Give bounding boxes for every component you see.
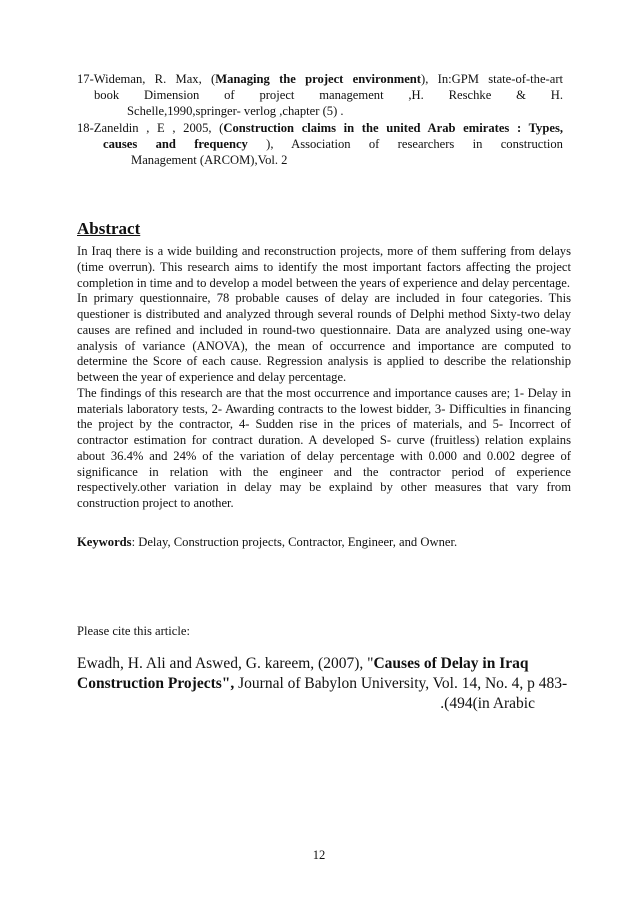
citation-title-1: Causes of Delay in Iraq	[373, 655, 529, 672]
citation	[77, 654, 569, 714]
reference-17-title: Managing the project environment	[215, 72, 421, 86]
abstract-paragraph-1: In Iraq there is a wide building and reconstruction projects, more of them suffering from delays (time overrun). This research aims to identify the most important factors affecting the project completion in time and to develop a model between the years of experience and delay percentage.	[77, 244, 571, 290]
reference-18-line-2: causes and frequency ), Association of researchers in construction	[103, 136, 563, 151]
citation-line-3: .(494(in Arabic	[440, 695, 535, 712]
keywords-text: : Delay, Construction projects, Contractor, Engineer, and Owner.	[131, 535, 458, 549]
reference-18-line-3: Management (ARCOM),Vol. 2	[131, 152, 288, 167]
abstract-paragraph-3: The findings of this research are that the most occurrence and importance causes are; 1- Delay in materials laboratory tests, 2- Awarding contracts to the lowest bidder, 3- Difficulties in financing the project by the contractor, 4- Sudden rise in the prices of materials, and 5- Incorrect of contractor estimation for contract duration. A developed S- curve (fruitless) relation explains about 36.4% and 24% of the variation of delay percentage with 0.000 and 0.002 degree of significance in relation with the engineer and the contractor period of experience respectively.other variation in delay may be explaind by other measures that vary from construction project to another.	[77, 385, 571, 510]
keywords-label: Keywords	[77, 535, 132, 549]
reference-18-line-1: 18-Zaneldin , E , 2005, (Construction claims in the united Arab emirates : Types,	[77, 121, 563, 135]
cite-label: Please cite this article:	[77, 624, 190, 638]
reference-18	[77, 121, 563, 168]
page-number: 12	[312, 848, 326, 862]
reference-17	[77, 72, 563, 119]
reference-18-title: Construction claims in the united Arab emirates : Types,	[223, 121, 563, 135]
abstract-heading: Abstract	[77, 219, 141, 238]
abstract-body	[77, 244, 571, 512]
abstract-paragraph-2: In primary questionnaire, 78 probable causes of delay are included in four categories. This questioner is distributed and analyzed through several rounds of Delphi method Sixty-two delay causes are refined and included in round-two questionnaire. Data are analyzed using one-way analysis of variance (ANOVA), the mean of occurrence and importance are computed to determine the Score of each cause. Regression analysis is applied to describe the relationship between the year of experience and delay percentage.	[77, 291, 571, 384]
citation-line-2: Construction Projects", Journal of Babylon University, Vol. 14, No. 4, p 483-	[77, 675, 568, 692]
citation-title-2: Construction Projects",	[77, 675, 235, 692]
keywords	[77, 535, 457, 550]
reference-17-line-2: book Dimension of project management ,H. Reschke & H.	[94, 87, 563, 102]
citation-line-1: Ewadh, H. Ali and Aswed, G. kareem, (2007), "Causes of Delay in Iraq	[77, 655, 529, 672]
reference-17-line-1: 17-Wideman, R. Max, (Managing the project environment), In:GPM state-of-the-art	[77, 72, 564, 86]
reference-17-line-3: Schelle,1990,springer- verlog ,chapter (5) .	[127, 103, 344, 118]
